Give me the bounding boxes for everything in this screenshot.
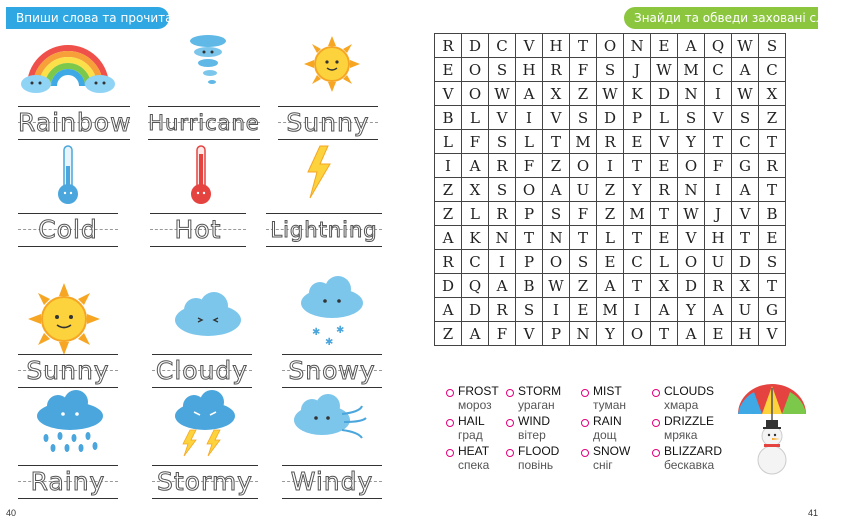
trace-word-cloudy: Cloudy bbox=[152, 354, 252, 388]
rainbow-icon bbox=[20, 32, 116, 94]
grid-cell[interactable]: T bbox=[570, 226, 597, 250]
grid-cell[interactable]: S bbox=[759, 250, 786, 274]
grid-cell[interactable]: W bbox=[597, 82, 624, 106]
hot-thermometer-icon bbox=[189, 144, 213, 206]
grid-cell[interactable]: A bbox=[678, 34, 705, 58]
grid-row bbox=[435, 322, 786, 346]
grid-row bbox=[435, 178, 786, 202]
trace-word-sunny-2: Sunny bbox=[18, 354, 118, 388]
grid-cell[interactable]: S bbox=[543, 202, 570, 226]
grid-cell[interactable]: Q bbox=[705, 34, 732, 58]
bullet-icon bbox=[652, 389, 660, 397]
grid-cell[interactable]: G bbox=[732, 154, 759, 178]
grid-cell[interactable]: R bbox=[435, 34, 462, 58]
grid-cell[interactable]: X bbox=[462, 178, 489, 202]
grid-row bbox=[435, 202, 786, 226]
grid-cell[interactable]: F bbox=[570, 58, 597, 82]
grid-cell[interactable]: D bbox=[732, 250, 759, 274]
grid-cell[interactable]: M bbox=[678, 58, 705, 82]
grid-cell[interactable]: D bbox=[597, 106, 624, 130]
grid-cell[interactable]: T bbox=[651, 322, 678, 346]
word-list-item: FROST мороз bbox=[446, 384, 521, 414]
grid-cell[interactable]: R bbox=[759, 154, 786, 178]
grid-cell[interactable]: S bbox=[759, 34, 786, 58]
bullet-icon bbox=[581, 449, 589, 457]
grid-cell[interactable]: Z bbox=[570, 274, 597, 298]
grid-cell[interactable]: R bbox=[489, 202, 516, 226]
grid-row bbox=[435, 298, 786, 322]
grid-cell[interactable]: R bbox=[597, 130, 624, 154]
grid-cell[interactable]: J bbox=[624, 58, 651, 82]
grid-cell[interactable]: O bbox=[543, 250, 570, 274]
grid-cell[interactable]: T bbox=[759, 130, 786, 154]
word-list-item: WIND вітер bbox=[506, 414, 581, 444]
grid-cell[interactable]: D bbox=[651, 82, 678, 106]
word-list-item: DRIZZLE мряка bbox=[652, 414, 732, 444]
page-number-left: 40 bbox=[6, 508, 17, 518]
word-list-item: SNOW сніг bbox=[581, 444, 656, 474]
word-list-item: FLOOD повінь bbox=[506, 444, 581, 474]
grid-cell[interactable]: R bbox=[489, 298, 516, 322]
grid-cell[interactable]: I bbox=[435, 154, 462, 178]
bullet-icon bbox=[581, 419, 589, 427]
bullet-icon bbox=[652, 449, 660, 457]
grid-cell[interactable]: E bbox=[651, 226, 678, 250]
grid-cell[interactable]: W bbox=[651, 58, 678, 82]
grid-cell[interactable]: S bbox=[678, 106, 705, 130]
grid-cell[interactable]: V bbox=[543, 106, 570, 130]
grid-row bbox=[435, 58, 786, 82]
grid-cell[interactable]: W bbox=[678, 202, 705, 226]
bullet-icon bbox=[446, 389, 454, 397]
svg-text:✱: ✱ bbox=[312, 327, 321, 338]
grid-row bbox=[435, 274, 786, 298]
grid-cell[interactable]: Z bbox=[543, 154, 570, 178]
grid-cell[interactable]: O bbox=[516, 178, 543, 202]
grid-cell[interactable]: I bbox=[489, 250, 516, 274]
hurricane-icon bbox=[186, 32, 230, 94]
grid-cell[interactable]: O bbox=[570, 154, 597, 178]
grid-cell[interactable]: Y bbox=[624, 178, 651, 202]
grid-row bbox=[435, 82, 786, 106]
grid-cell[interactable]: N bbox=[570, 322, 597, 346]
trace-word-lightning: Lightning bbox=[266, 213, 382, 247]
grid-cell[interactable]: V bbox=[516, 34, 543, 58]
grid-cell[interactable]: V bbox=[651, 130, 678, 154]
grid-cell[interactable]: T bbox=[705, 130, 732, 154]
grid-cell[interactable]: F bbox=[516, 154, 543, 178]
grid-cell[interactable]: O bbox=[462, 82, 489, 106]
grid-cell[interactable]: S bbox=[732, 106, 759, 130]
grid-cell[interactable]: O bbox=[678, 250, 705, 274]
grid-cell[interactable]: C bbox=[705, 58, 732, 82]
grid-cell[interactable]: A bbox=[705, 298, 732, 322]
grid-cell[interactable]: F bbox=[489, 322, 516, 346]
grid-cell[interactable]: U bbox=[705, 250, 732, 274]
grid-cell[interactable]: A bbox=[516, 82, 543, 106]
grid-cell[interactable]: T bbox=[624, 154, 651, 178]
grid-row bbox=[435, 250, 786, 274]
grid-row bbox=[435, 106, 786, 130]
grid-cell[interactable]: R bbox=[705, 274, 732, 298]
grid-cell[interactable]: N bbox=[678, 82, 705, 106]
trace-word-rainbow: Rainbow bbox=[18, 106, 130, 140]
grid-cell[interactable]: A bbox=[489, 274, 516, 298]
grid-cell[interactable]: E bbox=[624, 130, 651, 154]
grid-cell[interactable]: L bbox=[462, 202, 489, 226]
trace-word-stormy: Stormy bbox=[152, 465, 258, 499]
grid-cell[interactable]: P bbox=[543, 322, 570, 346]
trace-word-hurricane: Hurricane bbox=[148, 106, 260, 140]
word-list-item: STORM ураган bbox=[506, 384, 581, 414]
grid-cell[interactable]: A bbox=[435, 298, 462, 322]
trace-word-windy: Windy bbox=[282, 465, 382, 499]
stormy-icon bbox=[172, 392, 238, 458]
grid-cell[interactable]: S bbox=[489, 178, 516, 202]
grid-cell[interactable]: I bbox=[516, 106, 543, 130]
left-instruction-banner: Впиши слова та прочитай. bbox=[6, 7, 169, 29]
grid-cell[interactable]: K bbox=[624, 82, 651, 106]
trace-word-hot: Hot bbox=[150, 213, 246, 247]
grid-cell[interactable]: D bbox=[435, 274, 462, 298]
page-number-right: 41 bbox=[808, 508, 819, 518]
grid-cell[interactable]: O bbox=[678, 154, 705, 178]
grid-cell[interactable]: Z bbox=[435, 202, 462, 226]
grid-cell[interactable]: H bbox=[516, 58, 543, 82]
grid-cell[interactable]: N bbox=[624, 34, 651, 58]
lightning-icon bbox=[304, 146, 332, 198]
grid-cell[interactable]: E bbox=[705, 322, 732, 346]
grid-cell[interactable]: N bbox=[678, 178, 705, 202]
grid-cell[interactable]: A bbox=[651, 298, 678, 322]
grid-cell[interactable]: L bbox=[462, 106, 489, 130]
grid-cell[interactable]: F bbox=[462, 130, 489, 154]
grid-cell[interactable]: L bbox=[651, 250, 678, 274]
grid-cell[interactable]: O bbox=[597, 34, 624, 58]
grid-cell[interactable]: H bbox=[705, 226, 732, 250]
grid-cell[interactable]: A bbox=[462, 154, 489, 178]
grid-cell[interactable]: E bbox=[651, 34, 678, 58]
grid-cell[interactable]: E bbox=[759, 226, 786, 250]
grid-cell[interactable]: I bbox=[597, 154, 624, 178]
grid-cell[interactable]: B bbox=[435, 106, 462, 130]
grid-cell[interactable]: S bbox=[489, 130, 516, 154]
grid-cell[interactable]: T bbox=[570, 34, 597, 58]
sunny-icon bbox=[28, 283, 100, 355]
grid-cell[interactable]: A bbox=[732, 178, 759, 202]
grid-cell[interactable]: T bbox=[759, 178, 786, 202]
grid-cell[interactable]: T bbox=[759, 274, 786, 298]
grid-cell[interactable]: V bbox=[516, 322, 543, 346]
grid-cell[interactable]: V bbox=[705, 106, 732, 130]
grid-cell[interactable]: W bbox=[543, 274, 570, 298]
grid-cell[interactable]: B bbox=[759, 202, 786, 226]
grid-cell[interactable]: A bbox=[543, 178, 570, 202]
grid-cell[interactable]: R bbox=[543, 58, 570, 82]
grid-cell[interactable]: T bbox=[732, 226, 759, 250]
trace-word-rainy: Rainy bbox=[18, 465, 118, 499]
snowy-icon bbox=[298, 277, 366, 348]
bullet-icon bbox=[652, 419, 660, 427]
grid-cell[interactable]: L bbox=[597, 226, 624, 250]
grid-cell[interactable]: X bbox=[732, 274, 759, 298]
grid-cell[interactable]: S bbox=[597, 58, 624, 82]
trace-word-sunny: Sunny bbox=[278, 106, 378, 140]
grid-cell[interactable]: D bbox=[462, 298, 489, 322]
grid-cell[interactable]: O bbox=[624, 322, 651, 346]
word-list-item: RAIN дощ bbox=[581, 414, 656, 444]
trace-word-snowy: Snowy bbox=[282, 354, 382, 388]
grid-cell[interactable]: V bbox=[759, 322, 786, 346]
bullet-icon bbox=[446, 449, 454, 457]
grid-cell[interactable]: M bbox=[624, 202, 651, 226]
grid-cell[interactable]: C bbox=[489, 34, 516, 58]
grid-cell[interactable]: E bbox=[651, 154, 678, 178]
grid-cell[interactable]: Z bbox=[759, 106, 786, 130]
grid-cell[interactable]: C bbox=[759, 58, 786, 82]
grid-cell[interactable]: E bbox=[435, 58, 462, 82]
sun-icon bbox=[304, 36, 360, 92]
grid-cell[interactable]: C bbox=[624, 250, 651, 274]
grid-cell[interactable]: H bbox=[732, 322, 759, 346]
grid-row bbox=[435, 226, 786, 250]
windy-icon bbox=[290, 392, 370, 444]
grid-cell[interactable]: O bbox=[462, 58, 489, 82]
grid-cell[interactable]: C bbox=[732, 130, 759, 154]
grid-cell[interactable]: X bbox=[759, 82, 786, 106]
word-search-grid bbox=[434, 33, 786, 346]
trace-word-cold: Cold bbox=[18, 213, 118, 247]
grid-cell[interactable]: Y bbox=[678, 130, 705, 154]
grid-cell[interactable]: X bbox=[651, 274, 678, 298]
grid-cell[interactable]: D bbox=[678, 274, 705, 298]
grid-cell[interactable]: N bbox=[489, 226, 516, 250]
grid-cell[interactable]: L bbox=[651, 106, 678, 130]
svg-text:✱: ✱ bbox=[325, 337, 334, 348]
grid-cell[interactable]: P bbox=[516, 202, 543, 226]
grid-cell[interactable]: A bbox=[597, 274, 624, 298]
grid-cell[interactable]: P bbox=[624, 106, 651, 130]
grid-cell[interactable]: R bbox=[651, 178, 678, 202]
grid-cell[interactable]: I bbox=[624, 298, 651, 322]
word-list-item: MIST туман bbox=[581, 384, 656, 414]
grid-cell[interactable]: N bbox=[543, 226, 570, 250]
right-instruction-banner: Знайди та обведи заховані слова. bbox=[624, 7, 818, 29]
grid-cell[interactable]: F bbox=[570, 202, 597, 226]
grid-cell[interactable]: Y bbox=[678, 298, 705, 322]
grid-cell[interactable]: A bbox=[435, 226, 462, 250]
grid-cell[interactable]: W bbox=[732, 82, 759, 106]
grid-cell[interactable]: T bbox=[624, 274, 651, 298]
word-list-item: CLOUDS хмара bbox=[652, 384, 732, 414]
grid-cell[interactable]: L bbox=[516, 130, 543, 154]
grid-cell[interactable]: R bbox=[435, 250, 462, 274]
word-list-item: HEAT спека bbox=[446, 444, 521, 474]
grid-cell[interactable]: Z bbox=[435, 178, 462, 202]
grid-cell[interactable]: Z bbox=[570, 82, 597, 106]
grid-cell[interactable]: P bbox=[516, 250, 543, 274]
grid-cell[interactable]: G bbox=[759, 298, 786, 322]
grid-cell[interactable]: L bbox=[435, 130, 462, 154]
bullet-icon bbox=[446, 419, 454, 427]
cold-thermometer-icon bbox=[56, 144, 80, 206]
grid-cell[interactable]: W bbox=[732, 34, 759, 58]
grid-cell[interactable]: Y bbox=[597, 322, 624, 346]
svg-text:✱: ✱ bbox=[336, 325, 345, 336]
grid-cell[interactable]: M bbox=[597, 298, 624, 322]
grid-cell[interactable]: I bbox=[705, 82, 732, 106]
grid-cell[interactable]: Z bbox=[435, 322, 462, 346]
grid-cell[interactable]: S bbox=[570, 250, 597, 274]
grid-cell[interactable]: V bbox=[678, 226, 705, 250]
grid-cell[interactable]: T bbox=[543, 130, 570, 154]
grid-cell[interactable]: U bbox=[732, 298, 759, 322]
grid-cell[interactable]: T bbox=[516, 226, 543, 250]
grid-cell[interactable]: B bbox=[516, 274, 543, 298]
grid-cell[interactable]: H bbox=[543, 34, 570, 58]
bullet-icon bbox=[506, 419, 514, 427]
grid-cell[interactable]: S bbox=[516, 298, 543, 322]
grid-cell[interactable]: Z bbox=[597, 202, 624, 226]
grid-row bbox=[435, 154, 786, 178]
grid-cell[interactable]: E bbox=[570, 298, 597, 322]
word-list-item: HAIL град bbox=[446, 414, 521, 444]
grid-row bbox=[435, 34, 786, 58]
grid-cell[interactable]: E bbox=[597, 250, 624, 274]
grid-cell[interactable]: I bbox=[705, 178, 732, 202]
grid-cell[interactable]: S bbox=[489, 58, 516, 82]
grid-cell[interactable]: A bbox=[462, 322, 489, 346]
grid-cell[interactable]: U bbox=[570, 178, 597, 202]
grid-cell[interactable]: T bbox=[651, 202, 678, 226]
grid-cell[interactable]: W bbox=[489, 82, 516, 106]
grid-cell[interactable]: M bbox=[570, 130, 597, 154]
grid-cell[interactable]: A bbox=[732, 58, 759, 82]
grid-cell[interactable]: D bbox=[462, 34, 489, 58]
grid-cell[interactable]: A bbox=[678, 322, 705, 346]
grid-cell[interactable]: J bbox=[705, 202, 732, 226]
grid-cell[interactable]: R bbox=[489, 154, 516, 178]
grid-cell[interactable]: K bbox=[462, 226, 489, 250]
grid-cell[interactable]: V bbox=[435, 82, 462, 106]
bullet-icon bbox=[506, 449, 514, 457]
rainy-icon bbox=[34, 392, 106, 454]
cloudy-icon bbox=[172, 290, 244, 340]
grid-row bbox=[435, 130, 786, 154]
grid-cell[interactable]: C bbox=[462, 250, 489, 274]
bullet-icon bbox=[506, 389, 514, 397]
grid-cell[interactable]: V bbox=[489, 106, 516, 130]
grid-cell[interactable]: X bbox=[543, 82, 570, 106]
grid-cell[interactable]: F bbox=[705, 154, 732, 178]
grid-cell[interactable]: T bbox=[624, 226, 651, 250]
snowman-umbrella-icon bbox=[734, 384, 810, 476]
word-list-item: BLIZZARD бескавка bbox=[652, 444, 732, 474]
grid-cell[interactable]: Z bbox=[597, 178, 624, 202]
grid-cell[interactable]: V bbox=[732, 202, 759, 226]
grid-cell[interactable]: S bbox=[570, 106, 597, 130]
grid-cell[interactable]: I bbox=[543, 298, 570, 322]
grid-cell[interactable]: Q bbox=[462, 274, 489, 298]
bullet-icon bbox=[581, 389, 589, 397]
